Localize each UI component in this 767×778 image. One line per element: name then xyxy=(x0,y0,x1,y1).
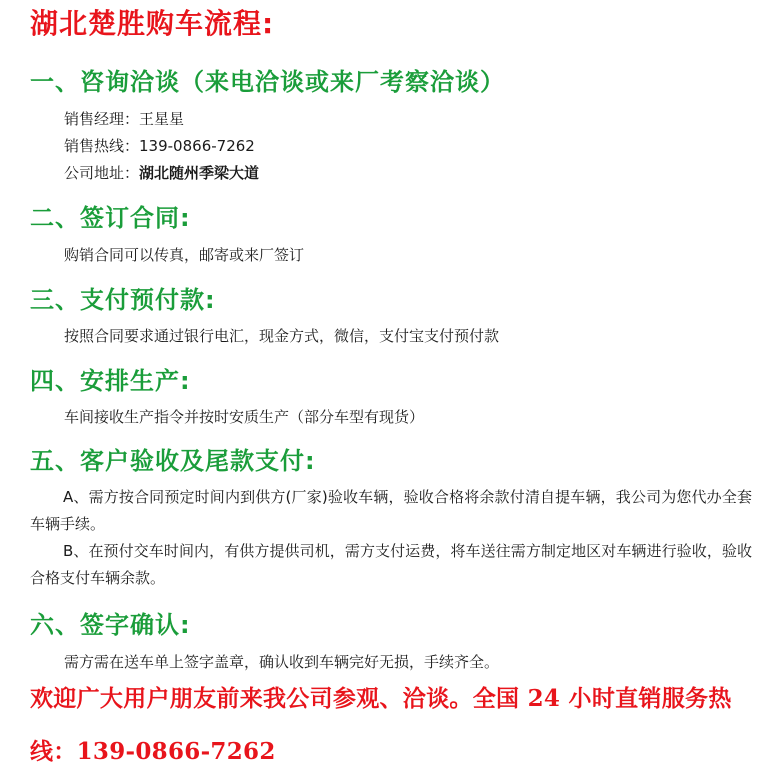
section-heading-production: 四、安排生产: xyxy=(30,367,191,395)
sales-manager-line xyxy=(64,108,184,129)
contract-text: 购销合同可以传真，邮寄或来厂签订 xyxy=(64,246,305,264)
production-text: 车间接收生产指令并按时安质生产（部分车型有现货） xyxy=(64,408,425,426)
section-heading-signature: 六、签字确认: xyxy=(30,611,191,639)
section-heading-prepayment: 三、支付预付款: xyxy=(30,286,216,314)
acceptance-paragraph-a: A、需方按合同预定时间内到供方(厂家)验收车辆，验收合格将余款付清自提车辆，我公司为您代办全套车辆手续。 xyxy=(30,488,752,533)
section-heading-contract: 二、签订合同: xyxy=(30,204,191,232)
acceptance-paragraph-b: B、在预付交车时间内，有供方提供司机，需方支付运费，将车送往需方制定地区对车辆进行验收，验收合格支付车辆余款。 xyxy=(30,542,752,587)
prepayment-text: 按照合同要求通过银行电汇，现金方式，微信，支付宝支付预付款 xyxy=(64,327,500,345)
sales-manager-label: 销售经理： xyxy=(64,110,140,128)
company-address-label: 公司地址： xyxy=(64,164,140,182)
company-address-value: 湖北随州季梁大道 xyxy=(139,164,260,182)
footer-hotline-message: 欢迎广大用户朋友前来我公司参观、洽谈。全国 24 小时直销服务热线：139-0866-7262 xyxy=(30,685,732,765)
sales-hotline-label: 销售热线： xyxy=(64,137,140,155)
section-heading-acceptance: 五、客户验收及尾款支付: xyxy=(30,447,316,475)
sales-hotline-value: 139-0866-7262 xyxy=(139,137,255,155)
sales-hotline-line xyxy=(64,135,255,156)
signature-text: 需方需在送车单上签字盖章，确认收到车辆完好无损，手续齐全。 xyxy=(64,653,500,671)
page-title: 湖北楚胜购车流程: xyxy=(30,7,275,40)
company-address-line xyxy=(64,162,259,183)
sales-manager-value: 王星星 xyxy=(139,110,185,128)
section-heading-consult: 一、咨询洽谈（来电洽谈或来厂考察洽谈） xyxy=(30,68,505,96)
